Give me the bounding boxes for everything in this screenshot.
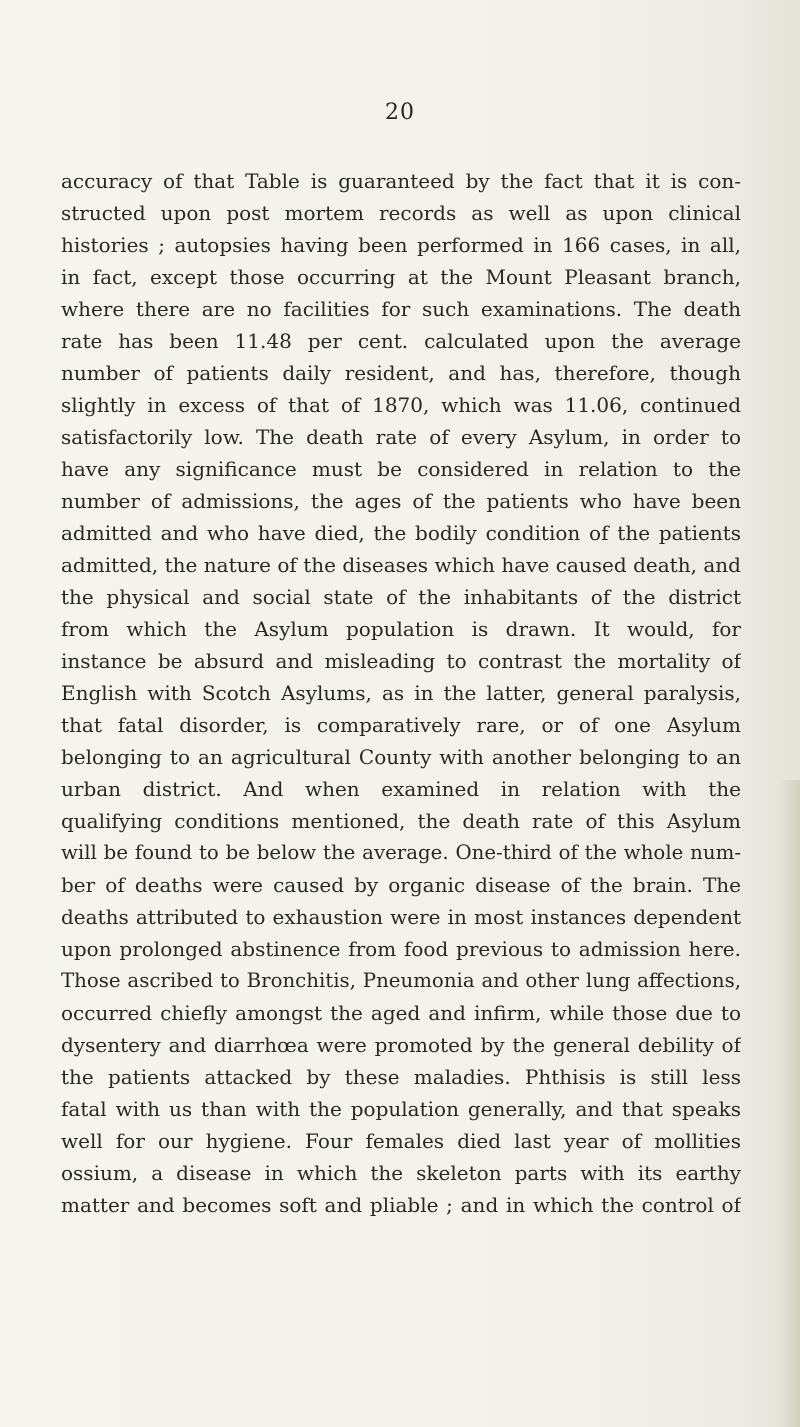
text-line: in fact, except those occurring at the Mount Pleasant branch, — [61, 265, 741, 289]
text-line: ossium, a disease in which the skeleton parts with its earthy — [61, 1161, 741, 1185]
text-line: matter and becomes soft and pliable ; and in which the control of — [61, 1193, 741, 1217]
text-line: number of patients daily resident, and has, therefore, though — [61, 361, 741, 385]
text-line: urban district. And when examined in relation with the — [61, 777, 741, 801]
text-line: deaths attributed to exhaustion were in most instances dependent — [61, 905, 741, 929]
text-line: belonging to an agricultural County with another belonging to an — [61, 745, 741, 769]
text-line: instance be absurd and misleading to contrast the mortality of — [61, 649, 741, 673]
text-line: fatal with us than with the population generally, and that speaks — [61, 1097, 741, 1121]
text-line: ber of deaths were caused by organic disease of the brain. The — [61, 873, 741, 897]
text-line: English with Scotch Asylums, as in the latter, general paralysis, — [61, 681, 741, 705]
text-line: admitted, the nature of the diseases which have caused death, and — [61, 553, 741, 577]
text-line: well for our hygiene. Four females died last year of mollities — [61, 1129, 741, 1153]
text-line: from which the Asylum population is drawn. It would, for — [61, 617, 741, 641]
page-number: 20 — [385, 100, 415, 125]
text-line: structed upon post mortem records as well as upon clinical — [61, 201, 741, 225]
text-line: the physical and social state of the inhabitants of the district — [61, 585, 741, 609]
text-line: accuracy of that Table is guaranteed by the fact that it is con- — [61, 169, 741, 193]
text-line: qualifying conditions mentioned, the death rate of this Asylum — [61, 809, 741, 833]
text-line: occurred chiefly amongst the aged and infirm, while those due to — [61, 1001, 741, 1025]
text-line: dysentery and diarrhœa were promoted by the general debility of — [61, 1033, 741, 1057]
text-line: histories ; autopsies having been performed in 166 cases, in all, — [61, 233, 741, 257]
text-line: slightly in excess of that of 1870, which was 11.06, continued — [61, 393, 741, 417]
page-edge-shadow — [778, 780, 800, 1427]
body-text — [61, 165, 741, 1221]
text-line: that fatal disorder, is comparatively rare, or of one Asylum — [61, 713, 741, 737]
text-line: number of admissions, the ages of the patients who have been — [61, 489, 741, 513]
text-line: will be found to be below the average. One-third of the whole num- — [61, 841, 741, 864]
text-line: Those ascribed to Bronchitis, Pneumonia and other lung affections, — [61, 969, 741, 992]
text-line: upon prolonged abstinence from food previous to admission here. — [61, 937, 741, 961]
text-line: the patients attacked by these maladies. Phthisis is still less — [61, 1065, 741, 1089]
text-line: have any significance must be considered in relation to the — [61, 457, 741, 481]
text-line: rate has been 11.48 per cent. calculated upon the average — [61, 329, 741, 353]
text-line: satisfactorily low. The death rate of every Asylum, in order to — [61, 425, 741, 449]
text-line: where there are no facilities for such examinations. The death — [61, 297, 741, 321]
text-line: admitted and who have died, the bodily condition of the patients — [61, 521, 741, 545]
